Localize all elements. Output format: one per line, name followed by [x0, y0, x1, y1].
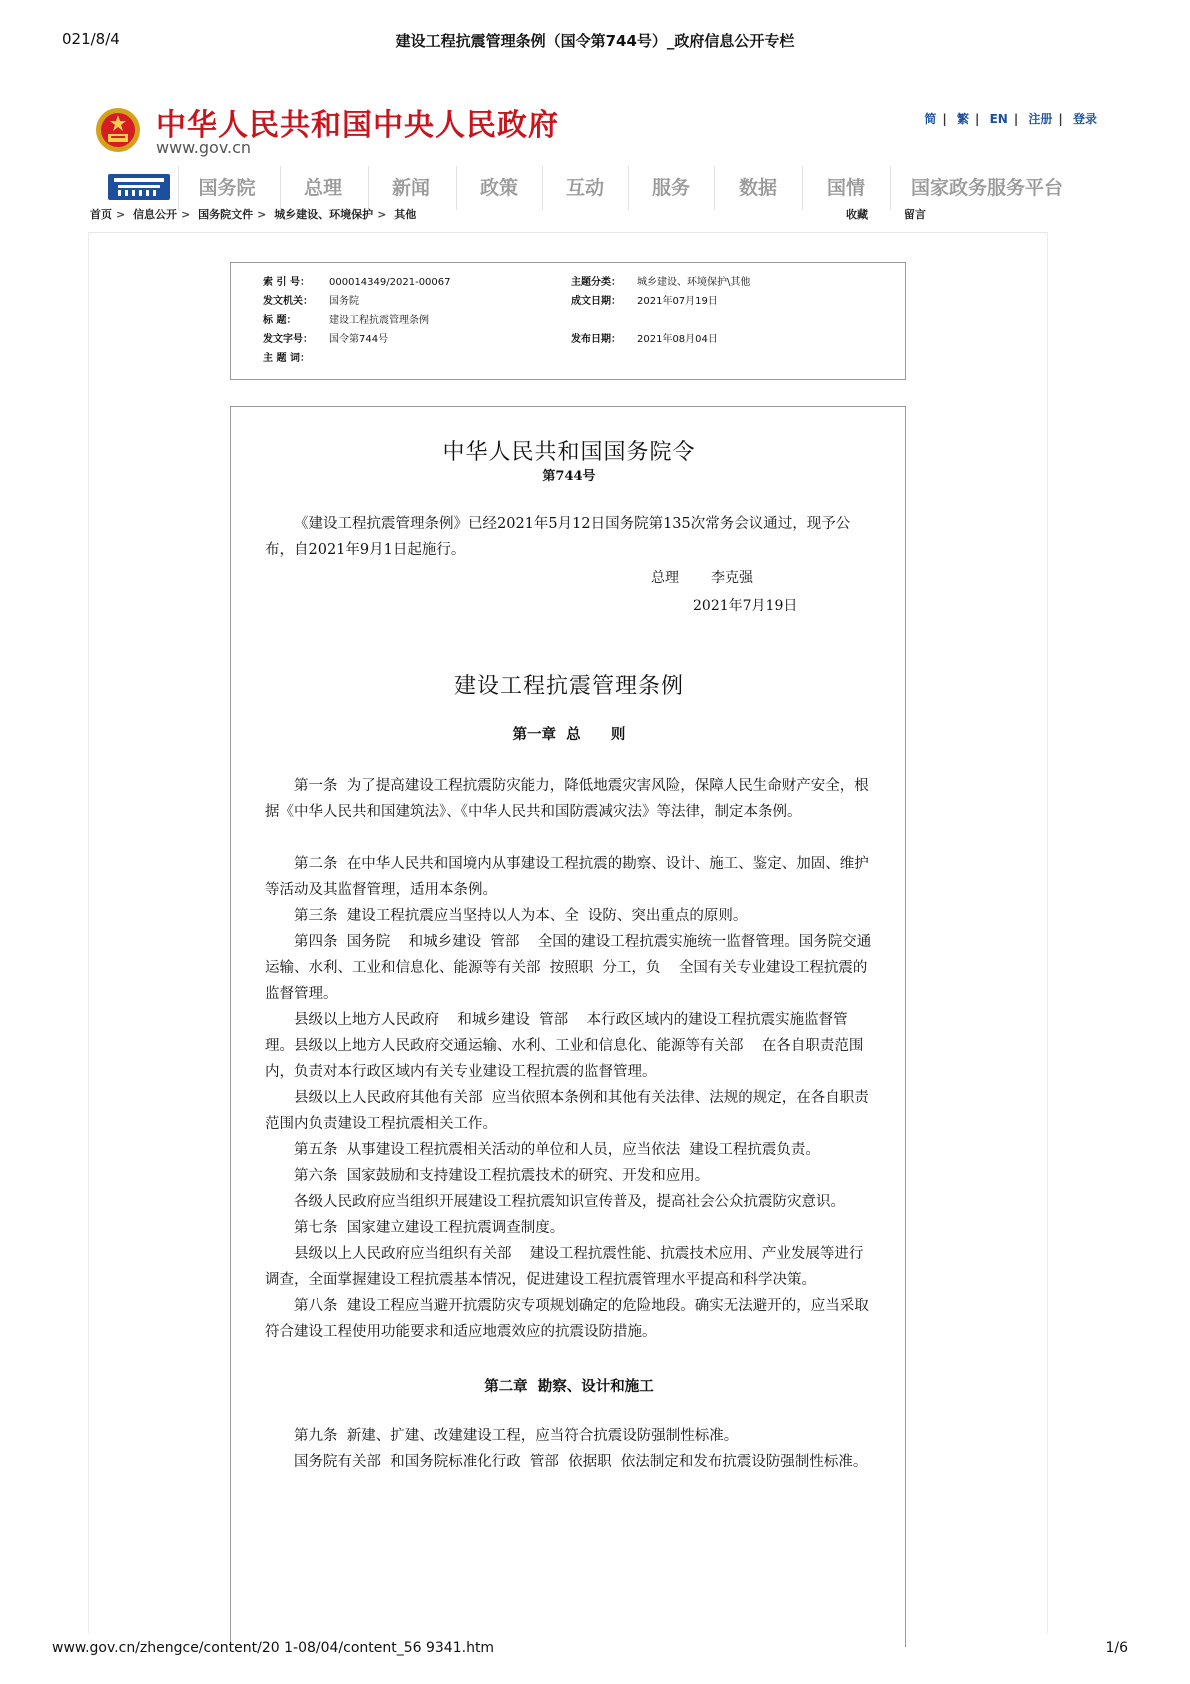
meta-value: 000014349/2021-00067: [329, 277, 451, 288]
meta-label: 发文机关：: [263, 296, 313, 307]
separator: |: [1013, 112, 1019, 126]
chevron-right-icon: >: [181, 208, 191, 221]
main-nav: [100, 166, 1140, 210]
national-emblem-icon[interactable]: [94, 106, 142, 154]
document-metadata: [230, 262, 906, 380]
article-9-para-2: 国务院有关部 和国务院标准化行政 管部 依据职 依法制定和发布抗震设防强制性标准。: [294, 1454, 868, 1470]
document-body: [230, 406, 906, 1647]
article-4-para-2: 县级以上地方人民政府 和城乡建设 管部 本行政区域内的建设工程抗震实施监督管理。县级以上地方人民政府交通运输、水利、工业和信息化、能源等有关部 在各自职责范围内，负责对本行政区域内有关专业建设工程抗震的监督管理。: [265, 1012, 864, 1080]
order-title: 中华人民共和国国务院令: [442, 440, 696, 465]
breadcrumb-state-council-docs[interactable]: 国务院文件: [198, 208, 254, 221]
meta-label: 成文日期：: [571, 296, 621, 307]
chevron-right-icon: >: [257, 208, 267, 221]
nav-item-interaction[interactable]: 互动: [542, 166, 627, 210]
separator: |: [942, 112, 947, 126]
nav-item-national-info[interactable]: 国情: [802, 166, 889, 210]
signer-title: 总理: [651, 570, 679, 586]
order-number: 第744号: [542, 469, 596, 484]
meta-published: [571, 332, 718, 348]
article-6: 第六条 国家鼓励和支持建设工程抗震技术的研究、开发和应用。: [294, 1168, 710, 1184]
article-4-para-3: 县级以上人民政府其他有关部 应当依照本条例和其他有关法律、法规的规定，在各自职责范围内负责建设工程抗震相关工作。: [265, 1090, 869, 1132]
meta-title: [263, 313, 429, 329]
article-1: 第一条 为了提高建设工程抗震防灾能力，降低地震灾害风险，保障人民生命财产安全，根据《中华人民共和国建筑法》、《中华人民共和国防震减灾法》等法律，制定本条例。: [265, 778, 869, 820]
breadcrumb: [90, 206, 416, 222]
meta-label: 主 题 词：: [263, 353, 310, 364]
separator: |: [1058, 112, 1063, 126]
meta-docno: [263, 332, 388, 348]
meta-index: [263, 275, 451, 291]
breadcrumb-other[interactable]: 其他: [394, 208, 417, 221]
meta-label: 发布日期：: [571, 334, 621, 345]
breadcrumb-info-disclosure[interactable]: 信息公开: [133, 208, 178, 221]
chevron-right-icon: >: [377, 208, 387, 221]
meta-value: 国令第744号: [329, 334, 389, 345]
meta-label: 索 引 号：: [263, 277, 310, 288]
language-links: [921, 110, 1100, 127]
article-6-para-2: 各级人民政府应当组织开展建设工程抗震知识宣传普及，提高社会公众抗震防灾意识。: [294, 1194, 845, 1210]
breadcrumb-urban-construction[interactable]: 城乡建设、环境保护: [274, 208, 374, 221]
site-header: [90, 96, 1110, 166]
print-url: www.gov.cn/zhengce/content/20 1-08/04/content_56 9341.htm: [52, 1640, 495, 1656]
article-3: 第三条 建设工程抗震应当坚持以人为本、全 设防、突出重点的原则。: [294, 908, 748, 924]
print-page-number: 1/6: [1105, 1640, 1128, 1656]
meta-label: 标 题：: [263, 315, 297, 326]
meta-value: 国务院: [329, 296, 359, 307]
chapter-heading: 第二章 勘察、设计和施工: [484, 1378, 654, 1395]
meta-label: 主题分类：: [571, 277, 621, 288]
promulgation-text: 《建设工程抗震管理条例》已经2021年5月12日国务院第135次常务会议通过，现予公布，自2021年9月1日起施行。: [265, 516, 851, 558]
lang-simplified-link[interactable]: 简: [924, 112, 937, 126]
article-7-para-2: 县级以上人民政府应当组织有关部 建设工程抗震性能、抗震技术应用、产业发展等进行调查，全面掌握建设工程抗震基本情况，促进建设工程抗震管理水平提高和科学决策。: [265, 1246, 864, 1288]
chevron-right-icon: >: [116, 208, 126, 221]
print-page-title: 建设工程抗震管理条例（国令第744号）_政府信息公开专栏: [395, 32, 795, 50]
article-7: 第七条 国家建立建设工程抗震调查制度。: [294, 1220, 565, 1236]
print-footer: [52, 1640, 1128, 1660]
article-8: 第八条 建设工程应当避开抗震防灾专项规划确定的危险地段。确实无法避开的，应当采取符合建设工程使用功能要求和适应地震效应的抗震设防措施。: [265, 1298, 869, 1340]
meta-keywords: [263, 351, 329, 367]
lang-english-link[interactable]: EN: [989, 112, 1008, 126]
message-button[interactable]: 留言: [903, 208, 926, 221]
article-5: 第五条 从事建设工程抗震相关活动的单位和人员，应当依法 建设工程抗震负责。: [294, 1142, 820, 1158]
home-icon[interactable]: [108, 174, 170, 200]
nav-item-data[interactable]: 数据: [714, 166, 801, 210]
article-2: 第二条 在中华人民共和国境内从事建设工程抗震的勘察、设计、施工、鉴定、加固、维护等活动及其监督管理，适用本条例。: [265, 856, 869, 898]
nav-item-policy[interactable]: 政策: [456, 166, 541, 210]
site-name[interactable]: 中华人民共和国中央人民政府: [156, 108, 559, 143]
login-link[interactable]: 登录: [1072, 112, 1097, 126]
nav-item-state-council[interactable]: 国务院: [178, 166, 275, 210]
meta-label: 发文字号：: [263, 334, 313, 345]
register-link[interactable]: 注册: [1028, 112, 1053, 126]
sign-date: 2021年7月19日: [693, 598, 798, 614]
favorite-button[interactable]: 收藏: [846, 208, 868, 221]
nav-item-premier[interactable]: 总理: [280, 166, 365, 210]
signer-name: 李克强: [711, 570, 753, 586]
site-url[interactable]: www.gov.cn: [156, 138, 252, 157]
meta-category: [571, 275, 750, 291]
meta-value: 2021年08月04日: [637, 334, 718, 345]
meta-value: 2021年07月19日: [637, 296, 718, 307]
chapter-heading: 第一章 总 则: [512, 726, 626, 743]
meta-created: [571, 294, 718, 310]
meta-value: 城乡建设、环境保护\其他: [637, 277, 751, 288]
page-tools: [846, 206, 958, 222]
nav-item-services[interactable]: 服务: [628, 166, 713, 210]
print-date: 021/8/4: [62, 30, 120, 48]
lang-traditional-link[interactable]: 繁: [956, 112, 969, 126]
article-9: 第九条 新建、扩建、改建建设工程，应当符合抗震设防强制性标准。: [294, 1428, 739, 1444]
law-title: 建设工程抗震管理条例: [453, 674, 684, 699]
nav-item-gov-services-platform[interactable]: 国家政务服务平台: [890, 166, 1081, 210]
separator: |: [974, 112, 980, 126]
nav-item-news[interactable]: 新闻: [368, 166, 453, 210]
meta-issuer: [263, 294, 359, 310]
print-header: [62, 30, 1128, 52]
article-4: 第四条 国务院 和城乡建设 管部 全国的建设工程抗震实施统一监督管理。国务院交通运输、水利、工业和信息化、能源等有关部 按照职 分工，负 全国有关专业建设工程抗震的监督管理。: [265, 934, 872, 1002]
breadcrumb-home[interactable]: 首页: [90, 208, 112, 221]
meta-value: 建设工程抗震管理条例: [329, 315, 429, 326]
